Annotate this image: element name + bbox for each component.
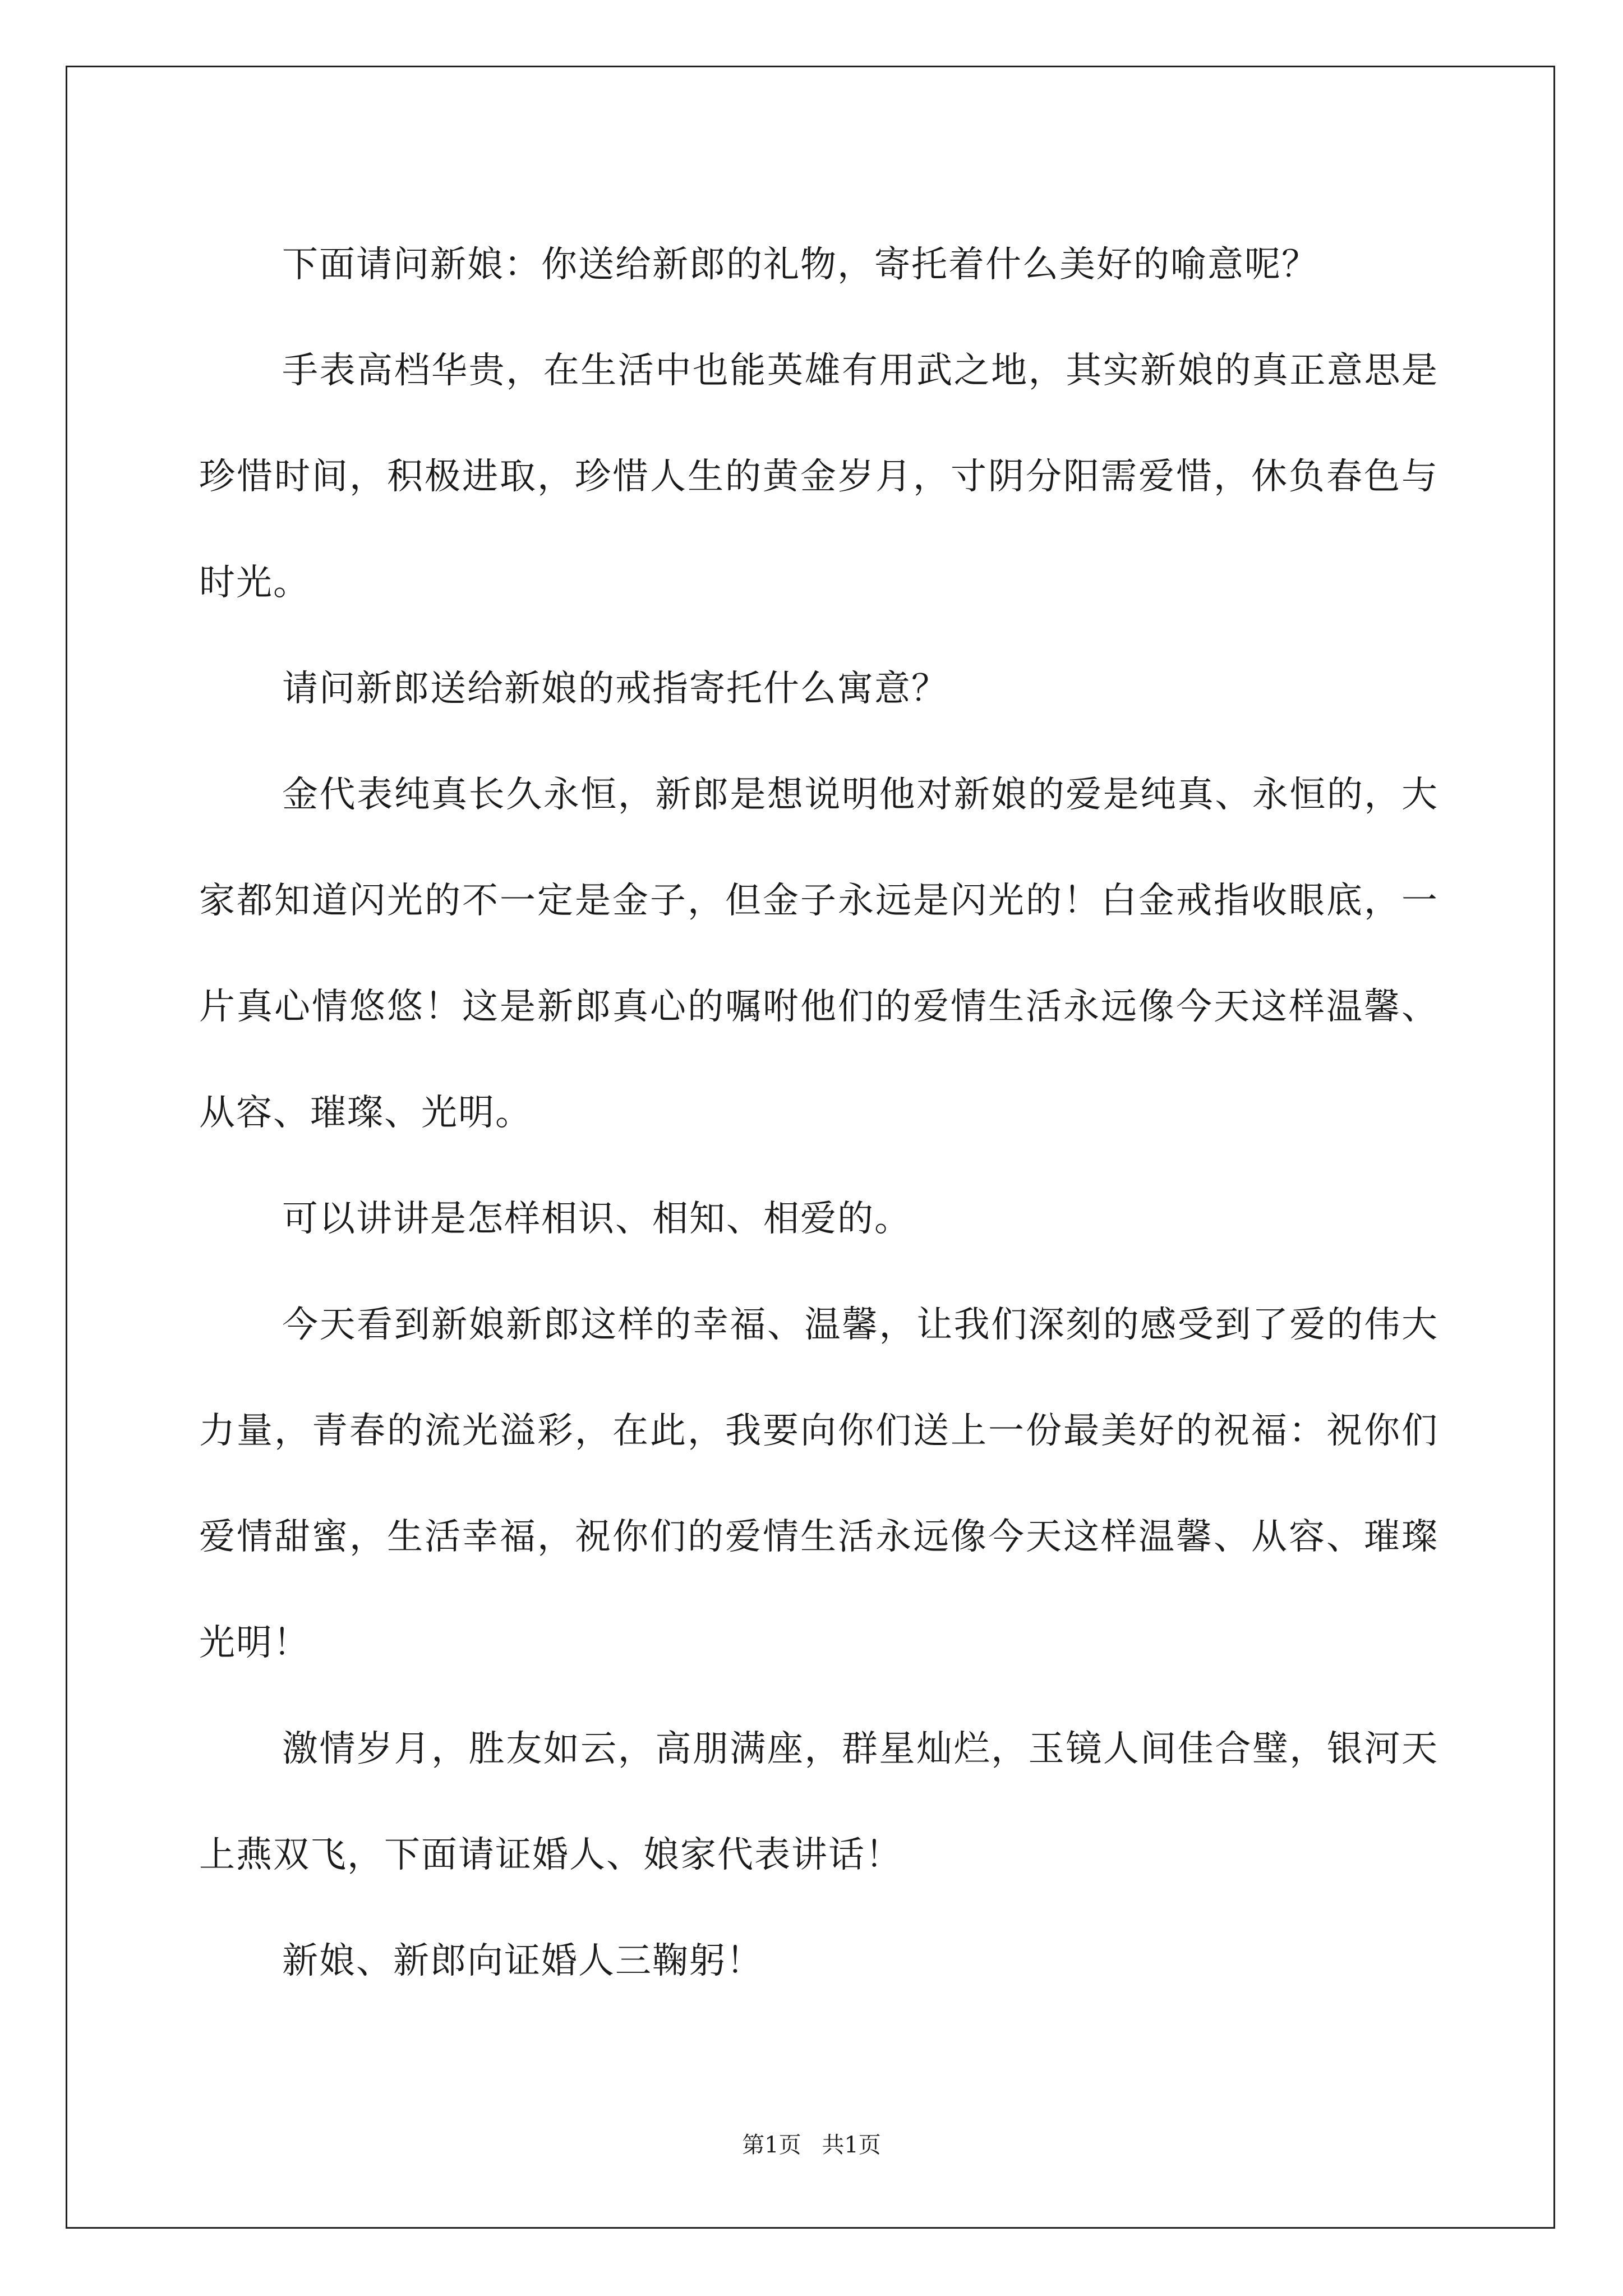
- paragraph: 金代表纯真长久永恒，新郎是想说明他对新娘的爱是纯真、永恒的，大家都知道闪光的不一定是金子，但金子永远是闪光的！白金戒指收眼底，一片真心情悠悠！这是新郎真心的嘱咐他们的爱情生活永远像今天这样温馨、从容、璀璨、光明。: [199, 774, 1438, 1134]
- page-footer: [0, 2128, 1623, 2162]
- paragraph: 激情岁月，胜友如云，高朋满座，群星灿烂，玉镜人间佳合璧，银河天上燕双飞，下面请证婚人、娘家代表讲话！: [199, 1728, 1438, 1876]
- paragraph: 可以讲讲是怎样相识、相知、相爱的。: [282, 1198, 911, 1240]
- paragraph: 今天看到新娘新郎这样的幸福、温馨，让我们深刻的感受到了爱的伟大力量，青春的流光溢彩，在此，我要向你们送上一份最美好的祝福：祝你们爱情甜蜜，生活幸福，祝你们的爱情生活永远像今天这样温馨、从容、璀璨光明！: [199, 1304, 1438, 1664]
- paragraph: 手表高档华贵，在生活中也能英雄有用武之地，其实新娘的真正意思是珍惜时间，积极进取，珍惜人生的黄金岁月，寸阴分阳需爱惜，休负春色与时光。: [199, 350, 1438, 604]
- paragraph: 新娘、新郎向证婚人三鞠躬！: [282, 1940, 763, 1982]
- document-body: [199, 212, 1438, 2014]
- page-number: 第1页: [742, 2132, 801, 2158]
- paragraph: 下面请问新娘：你送给新郎的礼物，寄托着什么美好的喻意呢？: [282, 244, 1318, 286]
- page-total: 共1页: [822, 2132, 881, 2158]
- paragraph: 请问新郎送给新娘的戒指寄托什么寓意？: [282, 668, 948, 710]
